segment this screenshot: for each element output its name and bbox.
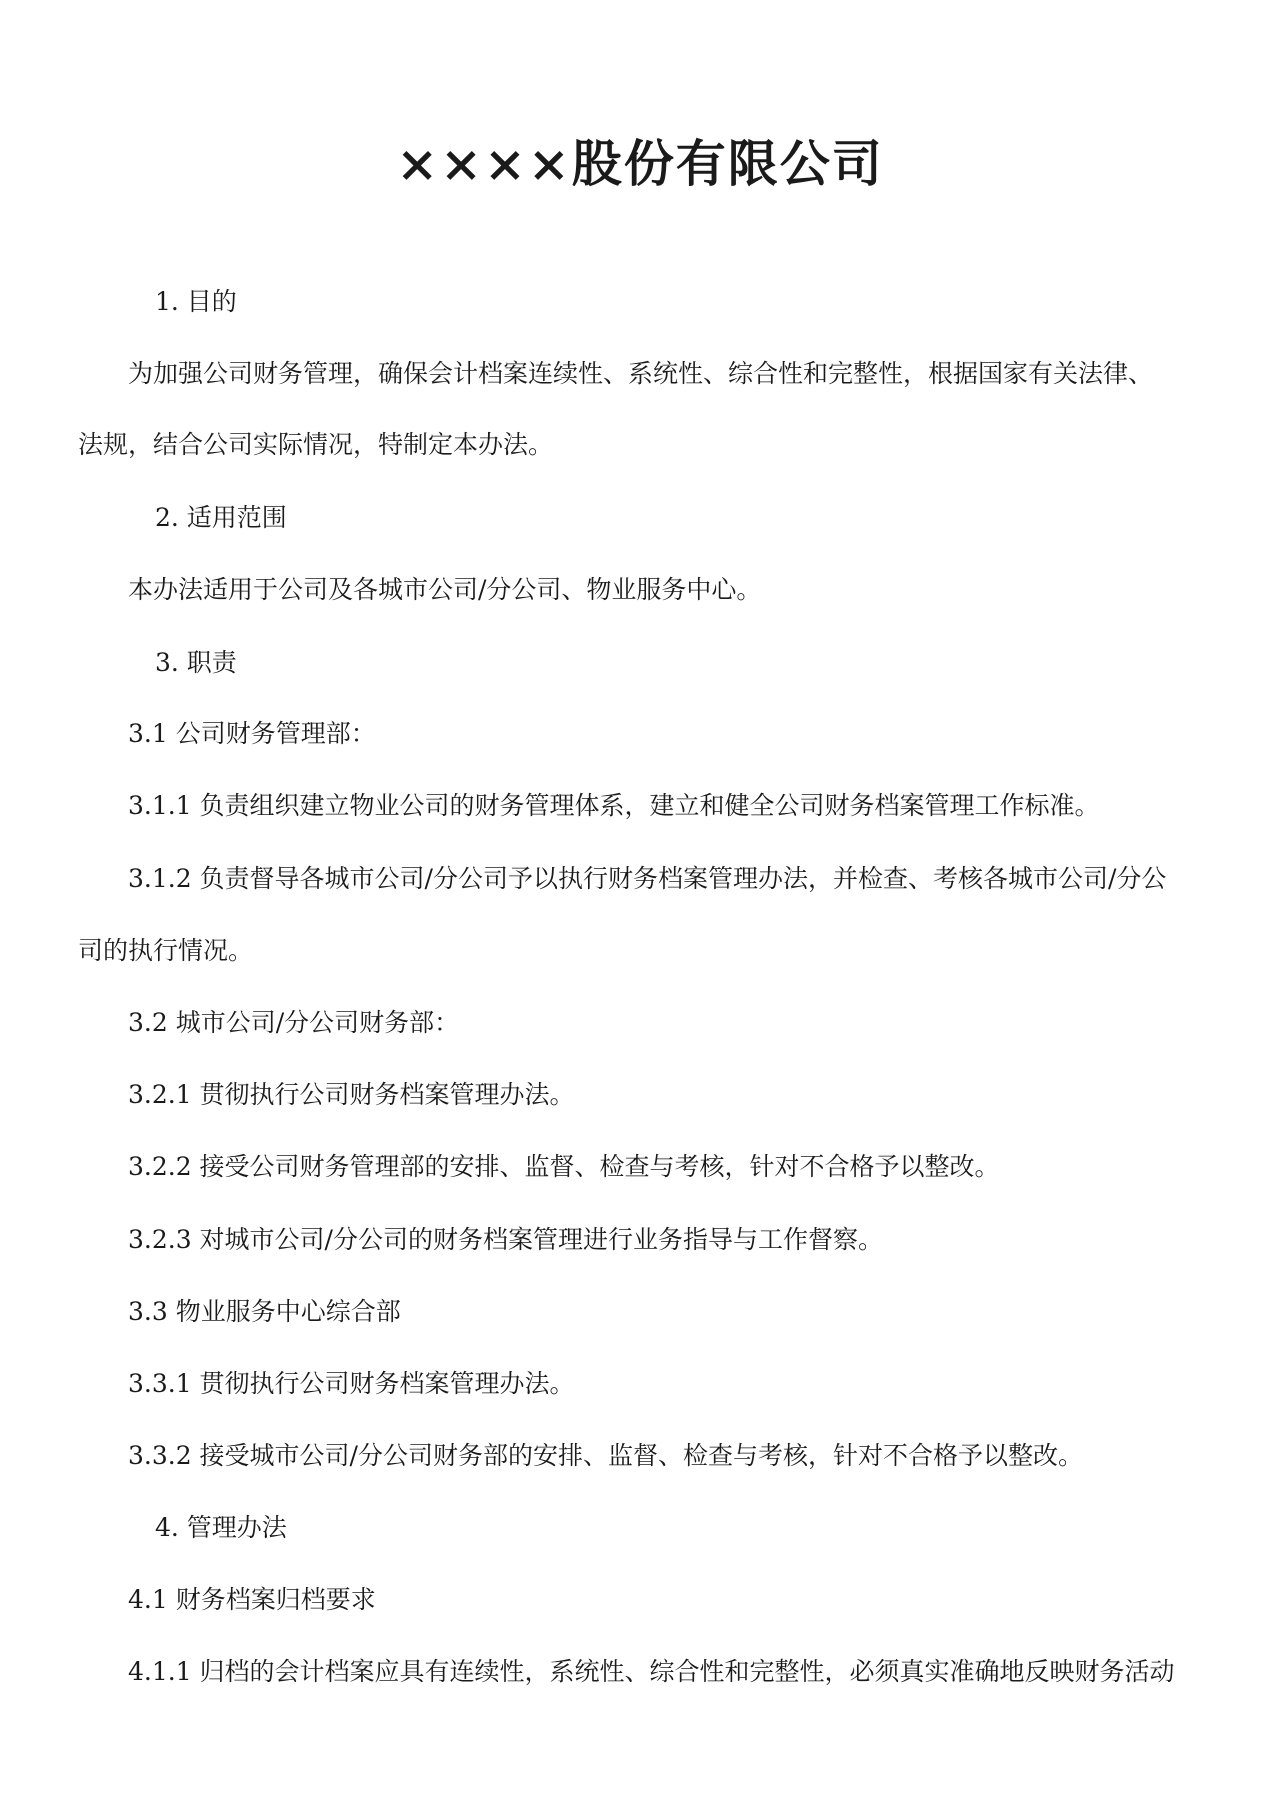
- clause-3-3-1: 3.3.1 贯彻执行公司财务档案管理办法。: [128, 1369, 575, 1398]
- subsection-3-3: 3.3 物业服务中心综合部: [128, 1297, 401, 1326]
- section-heading-management: 4. 管理办法: [155, 1513, 287, 1542]
- clause-3-2-2: 3.2.2 接受公司财务管理部的安排、监督、检查与考核，针对不合格予以整改。: [128, 1152, 1000, 1181]
- clause-3-1-1: 3.1.1 负责组织建立物业公司的财务管理体系，建立和健全公司财务档案管理工作标准。: [128, 791, 1100, 820]
- paragraph-purpose-line-2: 法规，结合公司实际情况，特制定本办法。: [78, 430, 554, 459]
- subsection-4-1: 4.1 财务档案归档要求: [128, 1585, 376, 1614]
- subsection-3-1: 3.1 公司财务管理部：: [128, 719, 376, 748]
- subsection-3-2: 3.2 城市公司/分公司财务部：: [128, 1008, 460, 1037]
- clause-3-2-3: 3.2.3 对城市公司/分公司的财务档案管理进行业务指导与工作督察。: [128, 1225, 883, 1254]
- document-title: ××××股份有限公司: [396, 134, 884, 193]
- section-heading-purpose: 1. 目的: [155, 287, 237, 316]
- section-heading-responsibilities: 3. 职责: [155, 648, 237, 677]
- paragraph-scope: 本办法适用于公司及各城市公司/分公司、物业服务中心。: [128, 575, 762, 604]
- paragraph-purpose-line-1: 为加强公司财务管理，确保会计档案连续性、系统性、综合性和完整性，根据国家有关法律、: [128, 359, 1154, 388]
- clause-4-1-1: 4.1.1 归档的会计档案应具有连续性，系统性、综合性和完整性，必须真实准确地反映财务活动: [128, 1657, 1175, 1686]
- clause-3-2-1: 3.2.1 贯彻执行公司财务档案管理办法。: [128, 1080, 575, 1109]
- clause-3-1-2-line-2: 司的执行情况。: [78, 936, 254, 965]
- clause-3-3-2: 3.3.2 接受城市公司/分公司财务部的安排、监督、检查与考核，针对不合格予以整改。: [128, 1441, 1083, 1470]
- clause-3-1-2-line-1: 3.1.2 负责督导各城市公司/分公司予以执行财务档案管理办法，并检查、考核各城市公司/分公: [128, 864, 1167, 893]
- section-heading-scope: 2. 适用范围: [155, 503, 287, 532]
